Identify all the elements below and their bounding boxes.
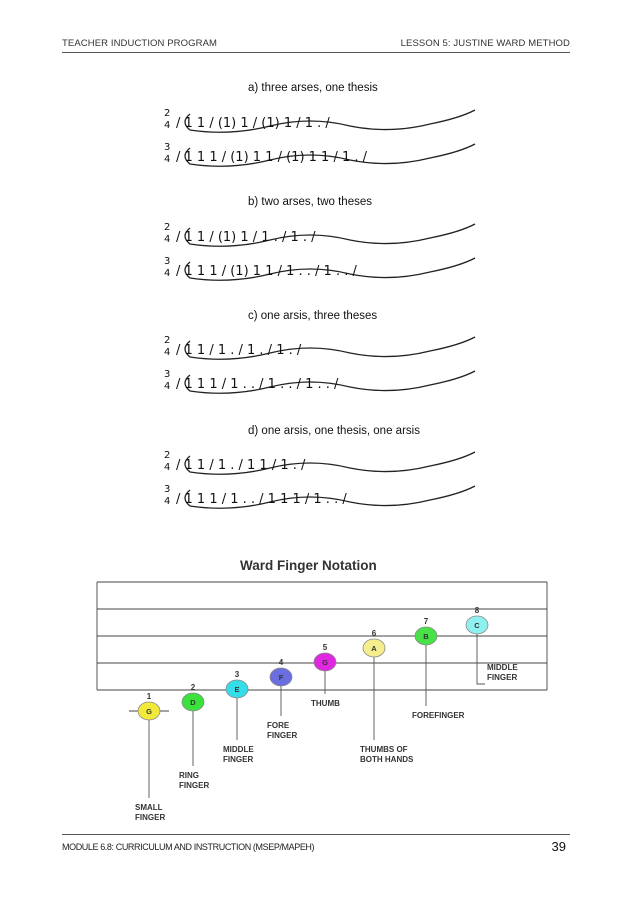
finger-notation-svg	[95, 552, 555, 832]
time-signature-bottom: 4	[164, 154, 171, 165]
finger-label: RING	[179, 771, 199, 780]
time-signature-bottom: 4	[164, 496, 171, 507]
notation-line	[164, 450, 475, 474]
rhythm-notation-example	[150, 100, 500, 170]
handwritten-notation	[150, 327, 500, 397]
note-number: 2	[190, 683, 196, 692]
note-number: 1	[146, 692, 152, 701]
time-signature-top: 3	[164, 484, 171, 495]
rhythm-notation-example	[150, 327, 500, 397]
figure-title: Ward Finger Notation	[240, 558, 377, 573]
rhythm-notation-text: / 1 1 1 / 1 . . / 1 1 1 / 1 . . /	[176, 492, 347, 507]
handwritten-notation	[150, 442, 500, 512]
note-letter: G	[146, 707, 152, 716]
note-number: 8	[474, 606, 480, 615]
example-caption: d) one arsis, one thesis, one arsis	[248, 425, 420, 437]
page-header-left: TEACHER INDUCTION PROGRAM	[62, 38, 218, 49]
rhythm-notation-text: / 1 1 / 1 . / 1 1 / 1 . /	[176, 458, 306, 473]
time-signature-bottom: 4	[164, 347, 171, 358]
note-number: 7	[423, 617, 429, 626]
finger-label: THUMB	[311, 699, 340, 708]
finger-label: FINGER	[135, 813, 166, 822]
finger-label: FOREFINGER	[412, 711, 465, 720]
header-divider	[62, 52, 570, 53]
time-signature-bottom: 4	[164, 120, 171, 131]
rhythm-notation-text: / 1 1 1 / (1) 1 1 / 1 . . / 1 . . /	[176, 264, 357, 279]
note-letter: G	[322, 658, 328, 667]
time-signature-top: 2	[164, 335, 171, 346]
note-letter: F	[278, 673, 284, 682]
notation-line	[164, 222, 475, 246]
rhythm-notation-text: / 1 1 / 1 . / 1 . / 1 . /	[176, 343, 302, 358]
notation-line	[164, 256, 475, 280]
note-letter: E	[234, 685, 240, 694]
time-signature-bottom: 4	[164, 462, 171, 473]
finger-note	[129, 692, 169, 822]
time-signature-top: 3	[164, 256, 171, 267]
page-header-right: LESSON 5: JUSTINE WARD METHOD	[400, 38, 570, 49]
note-number: 5	[322, 643, 328, 652]
note-letter: C	[474, 621, 480, 630]
rhythm-notation-example	[150, 442, 500, 512]
finger-note	[311, 643, 340, 708]
finger-note	[223, 670, 254, 764]
handwritten-notation	[150, 214, 500, 284]
page-number: 39	[551, 839, 566, 854]
finger-label: FINGER	[487, 673, 518, 682]
finger-label: FINGER	[267, 731, 298, 740]
finger-label: FINGER	[223, 755, 254, 764]
finger-label: MIDDLE	[223, 745, 254, 754]
example-caption: a) three arses, one thesis	[248, 82, 378, 94]
note-number: 3	[234, 670, 240, 679]
rhythm-notation-text: / 1 1 / (1) 1 / 1 . / 1 . /	[176, 230, 316, 245]
note-letter: A	[371, 644, 377, 653]
staff-lines	[97, 582, 547, 690]
finger-label: FORE	[267, 721, 290, 730]
footer-divider	[62, 834, 570, 835]
time-signature-top: 2	[164, 108, 171, 119]
time-signature-top: 3	[164, 369, 171, 380]
page-footer-module: MODULE 6.8: CURRICULUM AND INSTRUCTION (MSEP/MAPEH)	[62, 842, 315, 852]
notation-line	[164, 484, 475, 508]
note-number: 4	[278, 658, 284, 667]
finger-label: SMALL	[135, 803, 163, 812]
finger-label: MIDDLE	[487, 663, 518, 672]
time-signature-bottom: 4	[164, 268, 171, 279]
finger-note	[360, 629, 414, 764]
note-letter: B	[423, 632, 429, 641]
note-number: 6	[371, 629, 377, 638]
rhythm-notation-text: / 1 1 1 / (1) 1 1 / (1) 1 1 / 1 . /	[176, 150, 368, 165]
note-letter: D	[190, 698, 196, 707]
example-caption: c) one arsis, three theses	[248, 310, 378, 322]
finger-note	[466, 606, 518, 684]
handwritten-notation	[150, 100, 500, 170]
finger-note	[267, 658, 297, 740]
notation-line	[164, 369, 475, 393]
notation-line	[164, 142, 475, 166]
finger-label: BOTH HANDS	[360, 755, 414, 764]
finger-label: FINGER	[179, 781, 210, 790]
pointer-bracket	[477, 634, 485, 684]
finger-note	[412, 617, 465, 720]
rhythm-notation-text: / 1 1 / (1) 1 / (1) 1 / 1 . /	[176, 116, 330, 131]
finger-note	[179, 683, 209, 790]
time-signature-top: 2	[164, 222, 171, 233]
notation-line	[164, 108, 475, 132]
notation-line	[164, 335, 475, 359]
finger-notes	[129, 606, 518, 822]
time-signature-bottom: 4	[164, 234, 171, 245]
rhythm-notation-example	[150, 214, 500, 284]
time-signature-top: 2	[164, 450, 171, 461]
ward-finger-notation-figure	[95, 552, 555, 832]
example-caption: b) two arses, two theses	[248, 196, 372, 208]
rhythm-notation-text: / 1 1 1 / 1 . . / 1 . . / 1 . . /	[176, 377, 339, 392]
time-signature-bottom: 4	[164, 381, 171, 392]
finger-label: THUMBS OF	[360, 745, 408, 754]
time-signature-top: 3	[164, 142, 171, 153]
